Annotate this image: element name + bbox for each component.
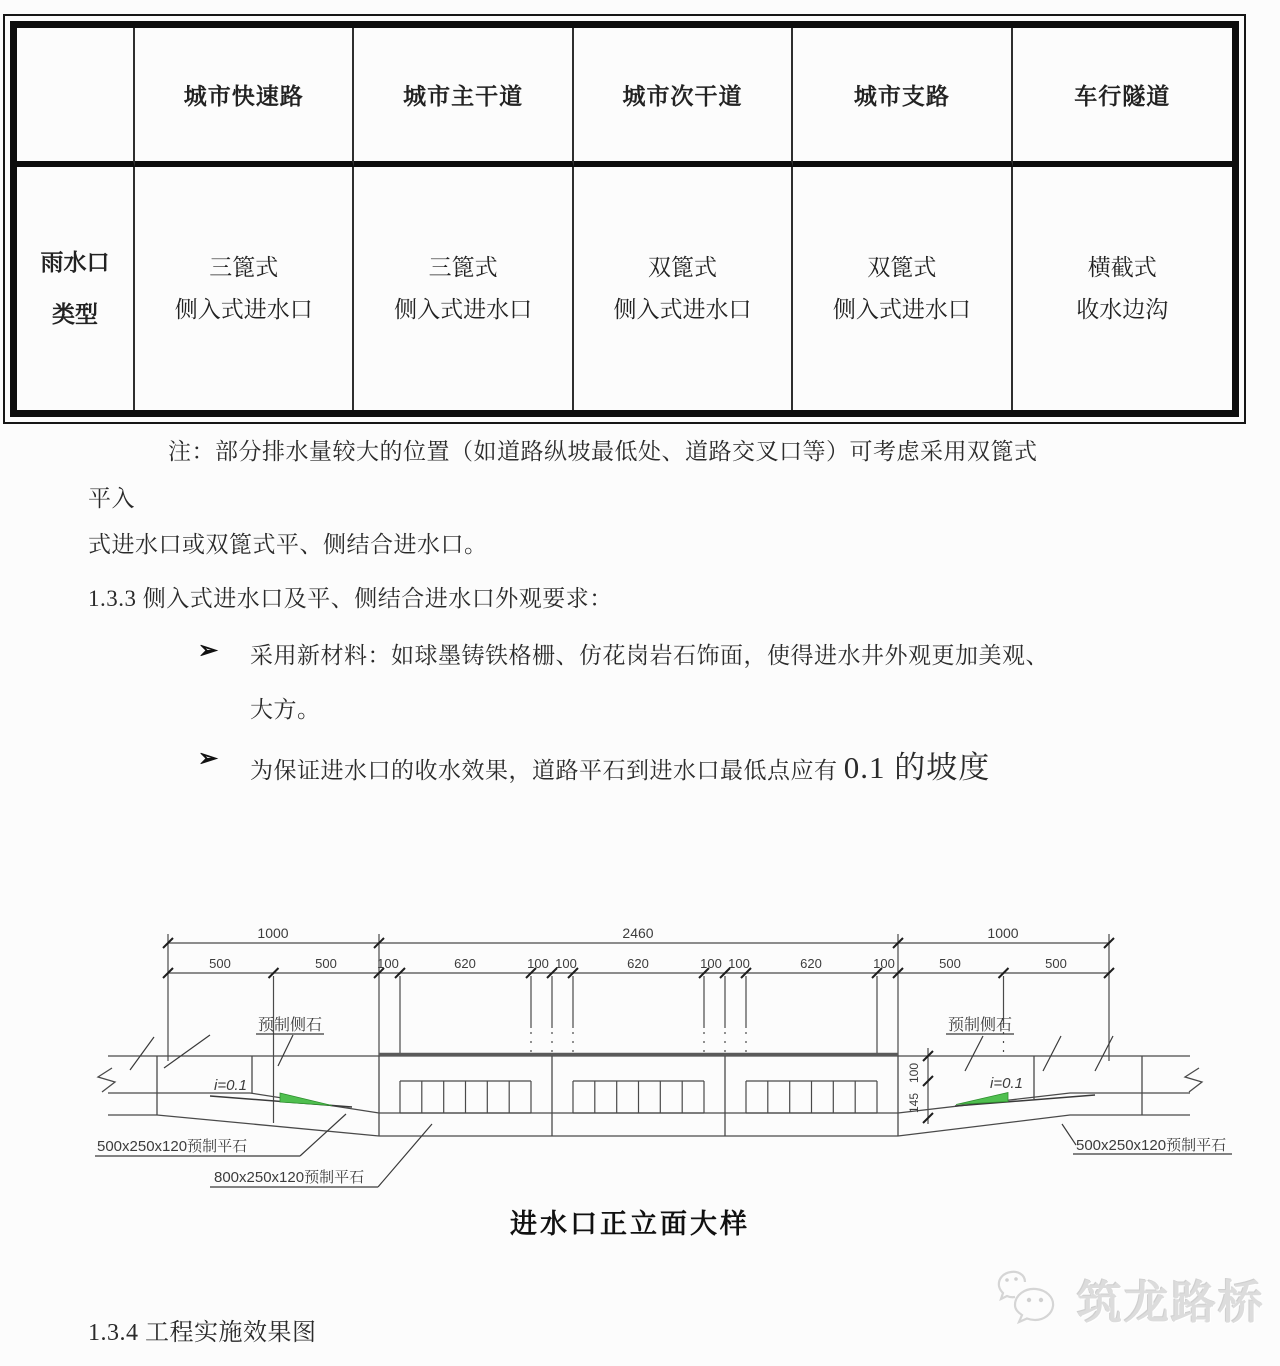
slope-arrow bbox=[280, 1093, 332, 1106]
cell-line2: 侧入式进水口 bbox=[613, 296, 752, 322]
slope-indicator-left bbox=[210, 1077, 352, 1107]
cell-line2: 侧入式进水口 bbox=[174, 296, 313, 322]
side-stone-label-left bbox=[130, 1016, 324, 1070]
dim-label: 2460 bbox=[622, 925, 654, 941]
dim-labels-top bbox=[257, 925, 1018, 941]
col-header-arterial bbox=[354, 28, 573, 167]
slope-label: i=0.1 bbox=[990, 1075, 1023, 1092]
table-cell bbox=[574, 167, 793, 410]
bullet-arrow-icon: ➢ bbox=[198, 746, 219, 772]
col-header-label: 城市主干道 bbox=[403, 84, 524, 109]
slope-label: i=0.1 bbox=[214, 1077, 247, 1094]
dim-label: 620 bbox=[800, 956, 822, 971]
diagram-caption: 进水口正立面大样 bbox=[510, 1209, 750, 1239]
inlet-elevation-drawing bbox=[60, 918, 1240, 1218]
elevation-band bbox=[108, 1055, 1190, 1137]
flat-stone-label-left bbox=[95, 1114, 346, 1156]
dim-label: 100 bbox=[377, 956, 399, 971]
table-cell bbox=[793, 167, 1012, 410]
inlet-type-table bbox=[3, 14, 1246, 424]
dim-label: 500 bbox=[939, 956, 961, 971]
break-symbol-right bbox=[1185, 1068, 1202, 1092]
dim-label: 1000 bbox=[257, 925, 289, 941]
cell-line1: 横截式 bbox=[1087, 254, 1157, 280]
grate-unit bbox=[746, 1081, 877, 1113]
dim-label: 100 bbox=[527, 956, 549, 971]
row-header-inlet-type bbox=[17, 167, 135, 410]
inlet-type-table-grid bbox=[10, 21, 1239, 417]
dim-label: 500 bbox=[209, 956, 231, 971]
leader-labels bbox=[95, 1016, 1232, 1187]
dim-label: 100 bbox=[728, 956, 750, 971]
cell-line1: 双篦式 bbox=[647, 254, 717, 280]
dim-label: 100 bbox=[555, 956, 577, 971]
bullet2-slope-value: 0.1 的坡度 bbox=[843, 750, 991, 785]
cell-line2: 侧入式进水口 bbox=[832, 296, 971, 322]
note-line1: 注：部分排水量较大的位置（如道路纵坡最低处、道路交叉口等）可考虑采用双篦式 bbox=[168, 439, 1038, 464]
section-133-heading: 1.3.3 侧入式进水口及平、侧结合进水口外观要求： bbox=[88, 586, 613, 611]
slope-indicator-right bbox=[955, 1075, 1095, 1106]
dim-label: 500 bbox=[315, 956, 337, 971]
col-header-label: 车行隧道 bbox=[1074, 84, 1171, 109]
dim-label: 100 bbox=[873, 956, 895, 971]
table-cell bbox=[1013, 167, 1232, 410]
bullet1-line2: 大方。 bbox=[250, 697, 321, 722]
grate-unit bbox=[573, 1081, 704, 1113]
col-header-label: 城市快速路 bbox=[183, 84, 304, 109]
break-symbols bbox=[98, 1068, 1202, 1092]
flat-stone-label-right bbox=[1062, 1124, 1232, 1154]
dim-label: 620 bbox=[454, 956, 476, 971]
watermark-text: 筑龙路桥 bbox=[1077, 1278, 1266, 1328]
dim-label: 100 bbox=[907, 1062, 921, 1084]
col-header-expressway bbox=[135, 28, 354, 167]
grate-unit bbox=[400, 1081, 531, 1113]
wechat-logo-icon bbox=[995, 1269, 1067, 1329]
watermark bbox=[995, 1266, 1265, 1331]
label-text: 500x250x120预制平石 bbox=[97, 1138, 248, 1155]
cell-line2: 侧入式进水口 bbox=[394, 296, 533, 322]
bullet-arrow-icon: ➢ bbox=[198, 638, 219, 664]
dim-labels-row2 bbox=[209, 956, 1067, 971]
note-line3: 式进水口或双篦式平、侧结合进水口。 bbox=[88, 532, 488, 557]
col-header-tunnel bbox=[1013, 28, 1232, 167]
col-header-secondary bbox=[574, 28, 793, 167]
cell-line1: 双篦式 bbox=[867, 254, 937, 280]
col-header-branch bbox=[793, 28, 1012, 167]
cell-line1: 三篦式 bbox=[209, 254, 279, 280]
row-header-line1: 雨水口 bbox=[40, 249, 110, 275]
label-text: 500x250x120预制平石 bbox=[1076, 1137, 1227, 1154]
grate-unit-bars bbox=[400, 1081, 877, 1113]
dim-label: 1000 bbox=[987, 925, 1019, 941]
note-line2: 平入 bbox=[88, 486, 135, 511]
dim-label: 100 bbox=[700, 956, 722, 971]
label-text: 预制侧石 bbox=[258, 1017, 323, 1034]
vertical-dimension bbox=[907, 1048, 933, 1124]
cell-line2: 收水边沟 bbox=[1076, 296, 1169, 322]
side-stone-label-right bbox=[946, 1016, 1113, 1071]
break-symbol-left bbox=[98, 1068, 115, 1092]
dim-label: 145 bbox=[907, 1092, 921, 1114]
row-header-line2: 类型 bbox=[52, 301, 98, 327]
table-cell bbox=[135, 167, 354, 410]
bullet2-text bbox=[250, 742, 990, 787]
bullet1-line1: 采用新材料：如球墨铸铁格栅、仿花岗岩石饰面，使得进水井外观更加美观、 bbox=[250, 643, 1049, 668]
label-text: 预制侧石 bbox=[948, 1017, 1013, 1034]
dim-label: 500 bbox=[1045, 956, 1067, 971]
dim-label: 620 bbox=[627, 956, 649, 971]
label-text: 800x250x120预制平石 bbox=[214, 1169, 365, 1186]
table-corner-cell bbox=[17, 28, 135, 167]
cell-line1: 三篦式 bbox=[428, 254, 498, 280]
table-cell bbox=[354, 167, 573, 410]
bullet2-normal-text: 为保证进水口的收水效果，道路平石到进水口最低点应有 bbox=[250, 758, 844, 783]
section-134-heading: 1.3.4 工程实施效果图 bbox=[88, 1320, 317, 1346]
col-header-label: 城市次干道 bbox=[622, 84, 743, 109]
col-header-label: 城市支路 bbox=[853, 84, 950, 109]
